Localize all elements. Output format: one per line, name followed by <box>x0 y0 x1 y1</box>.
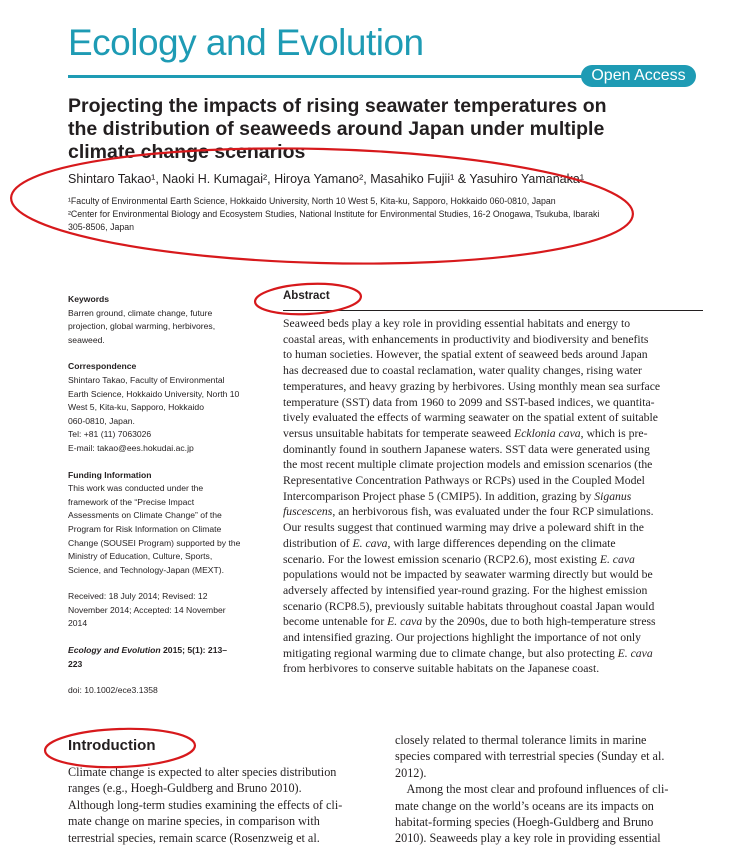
dates-line: November 2014; Accepted: 14 November <box>68 604 226 615</box>
intro-line: closely related to thermal tolerance limits in marine <box>395 733 647 747</box>
correspondence-block <box>68 360 278 455</box>
funding-line: This work was conducted under the <box>68 483 204 494</box>
keywords-line: Barren ground, climate change, future <box>68 307 213 318</box>
introduction-right-column <box>395 732 700 847</box>
abstract-line: dominantly found in southern Japanese waters. SST data were generated using <box>283 442 650 456</box>
paper-title <box>68 95 708 164</box>
intro-line: terrestrial species, remain scarce (Rosenzweig et al. <box>68 830 320 845</box>
abstract-line: populations would not be impacted by seawater warming directly but would be <box>283 568 653 582</box>
abstract-rule <box>283 310 703 311</box>
abstract-line: mitigating regional warming due to climate change, but also protecting E. cava <box>283 646 653 660</box>
intro-line: habitat-forming species (Hoegh-Guldberg and Bruno <box>395 815 654 830</box>
keywords-heading: Keywords <box>68 294 110 304</box>
correspondence-line: Shintaro Takao, Faculty of Environmental <box>68 374 225 385</box>
abstract-line: fuscescens, an herbivorous fish, was evaluated under the four RCP simulations. <box>283 505 654 519</box>
funding-heading: Funding Information <box>68 469 152 480</box>
author-list: Shintaro Takao¹, Naoki H. Kumagai², Hiroya Yamano², Masahiko Fujii¹ & Yasuhiro Yamanaka¹ <box>68 172 584 186</box>
intro-line: Although long-term studies examining the effects of cli- <box>68 797 343 812</box>
correspondence-heading: Correspondence <box>68 361 137 372</box>
abstract-line: scenario (RCP8.5), previously suitable habitats throughout coastal Japan would <box>283 599 655 613</box>
funding-line: Science, and Technology-Japan (MEXT). <box>68 564 225 575</box>
abstract-line: and intensified grazing. Our projections highlight the importance of not only <box>283 631 642 645</box>
intro-line: mate change on the world’s oceans are its impacts on <box>395 798 654 813</box>
introduction-left-column <box>68 764 373 846</box>
abstract-line: temperatures, and heavy grazing by herbivores. Using monthly mean sea surface <box>283 379 661 393</box>
abstract-line: tively evaluated the effects of warming seawater on the spatial extent of suitable <box>283 411 658 425</box>
journal-title: Ecology and Evolution <box>68 22 424 63</box>
keywords-block <box>68 293 278 347</box>
introduction-heading: Introduction <box>68 737 156 754</box>
doi-link[interactable]: doi: 10.1002/ece3.1358 <box>68 685 158 696</box>
affiliation-line: ¹Faculty of Environmental Earth Science, Hokkaido University, North 10 West 5, Kita-ku, Sapporo, Hokkaido 060-0810, Japan <box>68 196 556 206</box>
affiliation-line: ²Center for Environmental Biology and Ecosystem Studies, National Institute for Environmental Studies, 16-2 Onogawa, Tsukuba, Ibaraki <box>68 209 600 219</box>
abstract-line: Seaweed beds play a key role in providing essential habitats and energy to <box>283 317 631 330</box>
funding-line: Change (SOUSEI Program) supported by the <box>68 537 241 548</box>
paper-title-line: climate change scenarios <box>68 141 306 163</box>
correspondence-line: West 5, Kita-ku, Sapporo, Hokkaido <box>68 402 204 413</box>
citation-pages: 223 <box>68 658 83 669</box>
abstract-body <box>283 316 698 677</box>
abstract-line: Our results suggest that continued warming may drive a poleward shift in the <box>283 521 644 535</box>
article-sidebar <box>68 293 278 698</box>
abstract-line: coastal areas, with enhancements in productivity and biodiversity and benefits <box>283 332 649 346</box>
abstract-line: scenario. For the lowest emission scenario (RCP2.6), most existing E. cava <box>283 552 635 566</box>
funding-line: Assessments on Climate Change” of the <box>68 510 222 521</box>
funding-line: framework of the “Precise Impact <box>68 496 195 507</box>
dates-line: Received: 18 July 2014; Revised: 12 <box>68 591 208 602</box>
intro-line: Among the most clear and profound influences of cli- <box>395 782 669 797</box>
dates-line: 2014 <box>68 618 88 629</box>
citation-block <box>68 644 278 671</box>
correspondence-phone: Tel: +81 (11) 7063026 <box>68 429 152 440</box>
abstract-line: Representative Concentration Pathways or RCPs) used in the Coupled Model <box>283 474 645 488</box>
abstract-line: the most recent multiple climate projection models and emission scenarios (the <box>283 458 653 472</box>
affiliations <box>68 195 668 234</box>
intro-line: 2012). <box>395 765 427 780</box>
abstract-line: Intercomparison Project phase 5 (CMIP5). In addition, grazing by Siganus <box>283 489 632 503</box>
abstract-line: temperature (SST) data from 1960 to 2099 and SST-based indices, we quantita- <box>283 395 655 409</box>
journal-header-rule <box>68 75 583 78</box>
citation-volume: 2015; 5(1): 213– <box>160 645 228 656</box>
intro-line: species compared with terrestrial species (Sunday et al. <box>395 749 665 764</box>
citation-line <box>68 644 278 658</box>
keywords-line: seaweed. <box>68 334 105 345</box>
intro-line: ranges (e.g., Hoegh-Guldberg and Bruno 2010). <box>68 781 302 796</box>
correspondence-email[interactable]: E-mail: takao@ees.hokudai.ac.jp <box>68 442 194 453</box>
keywords-line: projection, global warming, herbivores, <box>68 321 216 332</box>
dates-block <box>68 590 278 631</box>
affiliation-line: 305-8506, Japan <box>68 222 135 232</box>
abstract-line: from herbivores to conserve suitable habitats on the Japanese coast. <box>283 662 600 676</box>
intro-line: Climate change is expected to alter species distribution <box>68 765 337 779</box>
correspondence-line: Earth Science, Hokkaido University, North 10 <box>68 388 240 399</box>
abstract-line: adversely affected by intensified year-round grazing. For the highest emission <box>283 583 648 597</box>
paper-title-line: the distribution of seaweeds around Japan under multiple <box>68 118 605 140</box>
abstract-line: distribution of E. cava, with large differences depending on the climate <box>283 536 616 550</box>
funding-block <box>68 469 278 578</box>
funding-line: Program for Risk Information on Climate <box>68 523 222 534</box>
intro-line: 2010). Seaweeds play a key role in providing essential <box>395 831 661 846</box>
correspondence-line: 060-0810, Japan. <box>68 415 135 426</box>
paper-title-line: Projecting the impacts of rising seawater temperatures on <box>68 95 607 117</box>
funding-line: Ministry of Education, Culture, Sports, <box>68 551 213 562</box>
open-access-badge: Open Access <box>581 65 696 87</box>
citation-journal: Ecology and Evolution <box>68 645 161 656</box>
abstract-line: to human societies. However, the spatial extent of seaweed beds around Japan <box>283 348 648 362</box>
abstract-heading: Abstract <box>283 290 330 302</box>
abstract-line: has decreased due to coastal reclamation, water quality changes, rising water <box>283 364 642 378</box>
abstract-line: become untenable for E. cava by the 2090s, due to both high-temperature stress <box>283 615 656 629</box>
abstract-line: versus unsuitable habitats for temperate seaweed Ecklonia cava, which is pre- <box>283 426 648 440</box>
intro-line: mate change on marine species, in comparison with <box>68 814 320 829</box>
